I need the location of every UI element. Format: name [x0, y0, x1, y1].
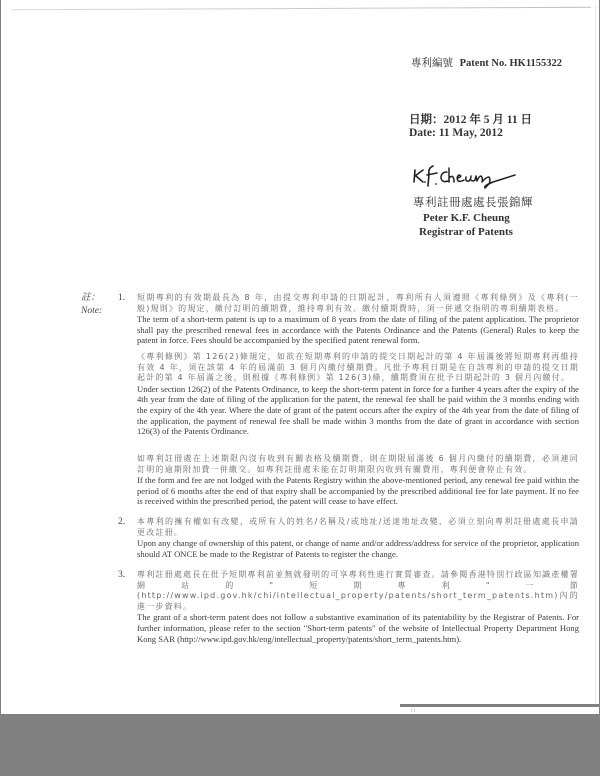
paragraph-zh: 本專利的擁有權如有改變，或所有人的姓名/名稱及/或地址/送達地址改變，必須立刻向專利註冊處處長申請更改註冊。	[137, 517, 579, 537]
note-number: 1.	[118, 293, 126, 303]
page-shadow	[400, 704, 600, 707]
notes-label-zh: 註：	[81, 293, 101, 303]
registrar-title: Registrar of Patents	[419, 226, 513, 238]
note-3-paragraph	[137, 570, 579, 644]
note-2-paragraph	[137, 517, 579, 559]
document-page	[1, 0, 599, 714]
date-en: Date: 11 May, 2012	[409, 127, 503, 139]
paragraph-zh: 如專利註冊處在上述期限內沒有收到有關表格及續期費，則在期限屆滿後 6 個月內繳付的續期費，必須連同訂明的逾期附加費一併繳交。如專利註冊處未能在訂明期限內收到有關費用，專利便會停止有效。	[137, 454, 579, 474]
patent-number	[411, 55, 562, 70]
top-rule	[11, 7, 591, 11]
paragraph-zh: 《專利條例》第 126(2)條規定，如欲在短期專利的申請的提交日期起計的第 4 年屆滿後將短期專利再維持有效 4 年，須在該第 4 年的屆滿前 3 個月內繳付續期費。凡批予專利日期是在自該專利的申請的提交日期起計的第 4 年屆滿之後，則根據《專利條例》第 126(3)條，續期費須在批予日期起計的 3 個月內繳付。	[137, 352, 579, 383]
paragraph-en: The term of a short-term patent is up to a maximum of 8 years from the date of filing of the patent application. The proprietor shall pay the prescribed renewal fees in accordance with the Patents Ordinance and the Patents (General) Rules to keep the patent in force. Fees should be accompanied by the specified patent renewal form.	[137, 314, 579, 346]
note-1-paragraph-1	[137, 293, 579, 346]
notes-label	[81, 292, 102, 318]
date-zh: 日期：2012 年 5 月 11 日	[409, 114, 532, 126]
patent-number-value: HK1155322	[509, 58, 563, 69]
paragraph-en: The grant of a short-term patent does not follow a substantive examination of its patentability by the Registrar of Patents. For further information, please refer to the section "Short-term patents" of the website of Intellectual Property Department Hong Kong SAR (http://www.ipd.gov.hk/eng/intellectual_property/patents/short_term_patents.htm).	[137, 612, 579, 644]
note-number: 2.	[118, 517, 126, 527]
paragraph-zh: 短期專利的有效期最長為 8 年，由提交專利申請的日期起計，專利所有人須遵照《專利條例》及《專利(一般)規則》的規定，繳付訂明的續期費，維持專利有效。繳付續期費時，須一併遞交指明的專利續期表格。	[137, 293, 579, 313]
note-number: 3.	[118, 570, 126, 580]
paragraph-en: If the form and fee are not lodged with the Patents Registry within the above-mentioned period, any renewal fee paid within the period of 6 months after the end of that expiry shall be accompanied by the prescribed additional fee for late payment. If no fee is received within the prescribed period, the patent will cease to have effect.	[137, 475, 579, 507]
note-1-paragraph-2	[137, 352, 579, 437]
signature-image	[411, 160, 531, 190]
scan-edge	[595, 6, 596, 706]
paragraph-zh: 專利註冊處處長在批予短期專利前並無就發明的可享專利性進行實質審查。請參閱香港特別行政區知識產權署網站的"短期專利"一節 (http://www.ipd.gov.hk/chi/intellectual_property/patents/short_term_patents.htm)內的進一步資料。	[137, 570, 579, 611]
registrar-name: Peter K.F. Cheung	[423, 212, 510, 224]
paragraph-en: Under section 126(2) of the Patents Ordinance, to keep the short-term patent in force for a further 4 years after the expiry of the 4th year from the date of filing of the application for the patent, the renewal fee shall be paid within the 3 months ending with the expiry of the 4th year. Where the date of grant of the patent occurs after the expiry of the 4th year from the date of filing of the application, the payment of renewal fee shall be made within 3 months from the date of grant in accordance with section 126(3) of the Patents Ordinance.	[137, 383, 579, 437]
registrar-name-zh: 專利註冊處處長張錦輝	[413, 197, 533, 209]
patent-number-zh: 專利編號	[411, 58, 453, 69]
patent-number-label: Patent No.	[459, 58, 507, 69]
paragraph-en: Upon any change of ownership of this patent, or change of name and/or address/address for service of the proprietor, application should AT ONCE be made to the Registrar of Patents to register the change.	[137, 538, 579, 559]
note-1-paragraph-3	[137, 454, 579, 507]
notes-label-en: Note:	[81, 306, 103, 316]
page-mark: 11	[410, 708, 416, 714]
